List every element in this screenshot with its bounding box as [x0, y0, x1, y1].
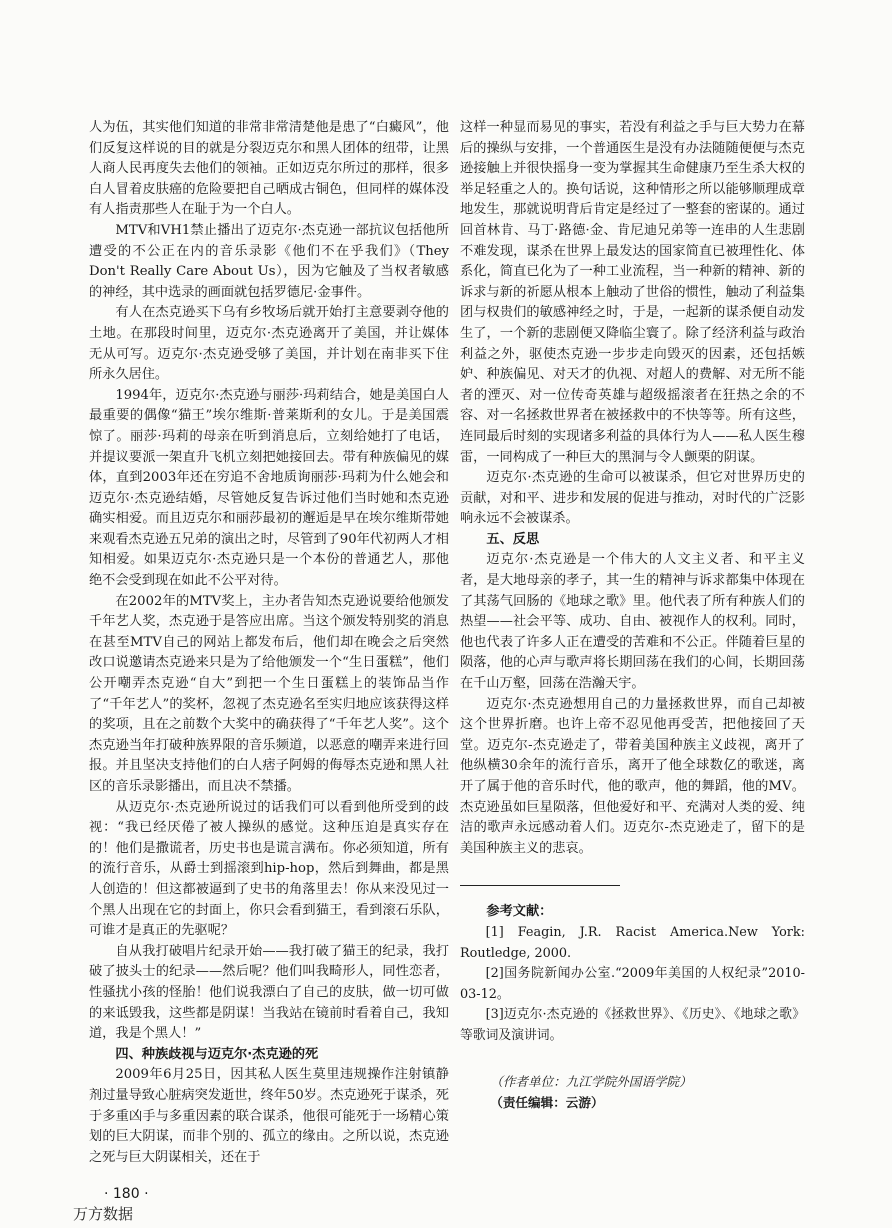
references-title: 参考文献：	[486, 904, 553, 920]
body-paragraph: 人为伍，其实他们知道的非常非常清楚他是患了“白癜风”，他们反复这样说的目的就是分裂迈克尔和黑人团体的纽带，让黑人商人民再度失去他们的领袖。正如迈克尔所过的那样，很多白人冒着皮肤癌的危险要把自己晒成古铜色，但同样的媒体没有人指责那些人在耻于为一个白人。	[89, 120, 449, 218]
body-paragraph: 迈克尔·杰克逊想用自己的力量拯救世界，而自己却被这个世界折磨。也许上帝不忍见他再受苦，把他接回了天堂。迈克尔-杰克逊走了，带着美国种族主义歧视，离开了他纵横30余年的流行音乐，离开了他全球数亿的歌迷，离开了属于他的音乐时代，他的歌声，他的舞蹈，他的MV。杰克逊虽如巨星陨落，但他爱好和平、充满对人类的爱、纯洁的歌声永远感动着人们。迈克尔-杰克逊走了，留下的是美国种族主义的悲哀。	[460, 696, 805, 856]
body-paragraph: 2009年6月25日，因其私人医生莫里违规操作注射镇静剂过量导致心脏病突发逝世，终年50岁。杰克逊死于谋杀，死于多重凶手与多重因素的联合谋杀，他很可能死于一场精心策划的巨大阴谋，而非个别的、孤立的缘由。之所以说，杰克逊之死与巨大阴谋相关，还在于	[89, 1067, 449, 1165]
references-divider	[460, 885, 620, 886]
reference-item: [2]国务院新闻办公室.“2009年美国的人权纪录”2010-03-12。	[460, 966, 805, 1002]
responsible-editor: （责任编辑：云游）	[490, 1094, 604, 1110]
body-paragraph: 从迈克尔·杰克逊所说过的话我们可以看到他所受到的歧视：“我已经厌倦了被人操纵的感觉。这种压迫是真实存在的！他们是撒谎者，历史书也是谎言满布。你必须知道，所有的流行音乐，从爵士到摇滚到hip-hop，然后到舞曲，都是黑人创造的！但这都被逼到了史书的角落里去！你从来没见过一个黑人出现在它的封面上，你只会看到猫王，看到滚石乐队，可谁才是真正的先驱呢？	[89, 799, 449, 939]
section-heading-4: 四、种族歧视与迈克尔·杰克逊的死	[115, 1046, 319, 1062]
body-paragraph: 在2002年的MTV奖上，主办者告知杰克逊说要给他颁发千年艺人奖，杰克逊于是答应出席。当这个颁发特别奖的消息在甚至MTV自己的网站上都发布后，他们却在晚会之后突然改口说邀请杰克逊来只是为了给他颁发一个“生日蛋糕”，他们公开嘲弄杰克逊“自大”到把一个生日蛋糕上的装饰品当作了“千年艺人”的奖杯，忽视了杰克逊名至实归地应该获得这样的奖项，且在之前数个大奖中的确获得了“千年艺人奖”。这个杰克逊当年打破种族界限的音乐频道，以恶意的嘲弄来进行回报。并且坚决支持他们的白人痞子阿姆的侮辱杰克逊和黑人社区的音乐录影播出，而且决不禁播。	[89, 593, 449, 794]
body-paragraph: 有人在杰克逊买下乌有乡牧场后就开始打主意要剥夺他的土地。在那段时间里，迈克尔·杰克逊离开了美国，并让媒体无从可写。迈克尔·杰克逊受够了美国，并计划在南非买下住所永久居住。	[89, 305, 449, 383]
references	[460, 902, 805, 1046]
right-column	[460, 118, 805, 1113]
author-unit: （作者单位：九江学院外国语学院）	[490, 1073, 692, 1089]
body-paragraph: MTV和VH1禁止播出了迈克尔·杰克逊一部抗议包括他所遭受的不公正在内的音乐录影《他们不在乎我们》（They Don't Really Care About Us），因为它触及了当权者敏感的神经，其中选录的画面就包括罗德尼·金事件。	[89, 222, 449, 300]
body-paragraph: 自从我打破唱片纪录开始——我打破了猫王的纪录，我打破了披头士的纪录——然后呢？他们叫我畸形人，同性恋者，性骚扰小孩的怪胎！他们说我漂白了自己的皮肤，做一切可做的来诋毁我，这些都是阴谋！当我站在镜前时看着自己，我知道，我是个黑人！”	[89, 943, 449, 1042]
body-paragraph: 迈克尔·杰克逊的生命可以被谋杀，但它对世界历史的贡献，对和平、进步和发展的促进与推动，对时代的广泛影响永远不会被谋杀。	[460, 470, 805, 527]
page-number: · 180 ·	[104, 1186, 149, 1202]
section-heading-5: 五、反思	[486, 531, 540, 547]
reference-item: [1] Feagin, J.R. Racist America.New York: Routledge, 2000.	[460, 924, 805, 961]
reference-item: [3]迈克尔·杰克逊的《拯救世界》、《历史》、《地球之歌》等歌词及演讲词。	[460, 1007, 805, 1043]
watermark: 万方数据	[73, 1205, 134, 1223]
body-paragraph: 1994年，迈克尔·杰克逊与丽莎·玛莉结合，她是美国白人最重要的偶像“猫王”埃尔维斯·普莱斯利的女儿。于是美国震惊了。丽莎·玛莉的母亲在听到消息后，立刻给她打了电话，并提议要派一架直升飞机立刻把她接回去。带有种族偏见的媒体，直到2003年还在穷追不舍地质询丽莎·玛莉为什么她会和迈克尔·杰克逊结婚，尽管她反复告诉过他们当时她和杰克逊确实相爱。而且迈克尔和丽莎最初的邂逅是早在埃尔维斯带她来观看杰克逊五兄弟的演出之时，尽管到了90年代初两人才相知相爱。如果迈克尔·杰克逊只是一个本份的普通艺人，那他绝不会受到现在如此不公平对待。	[89, 387, 449, 589]
body-paragraph: 迈克尔·杰克逊是一个伟大的人文主义者、和平主义者，是大地母亲的孝子，其一生的精神与诉求都集中体现在了其荡气回肠的《地球之歌》里。他代表了所有种族人们的热望——社会平等、成功、自由、被视作人的权利。同时，他也代表了许多人正在遭受的苦难和不公正。伴随着巨星的陨落，他的心声与歌声将长期回荡在我们的心间，长期回荡在千山万壑，回荡在浩瀚天宇。	[460, 552, 805, 692]
body-paragraph: 这样一种显而易见的事实，若没有利益之手与巨大势力在幕后的操纵与安排，一个普通医生是没有办法随随便便与杰克逊接触上并很快摇身一变为掌握其生命健康乃至生杀大权的举足轻重之人的。换句话说，这种情形之所以能够顺理成章地发生，那就说明背后肯定是经过了一整套的密谋的。通过回首林肯、马丁·路德·金、肯尼迪兄弟等一连串的人生悲剧不难发现，谋杀在世界上最发达的国家简直已被理性化、体系化，简直已化为了一种工业流程，当一种新的精神、新的诉求与新的祈愿从根本上触动了世俗的惯性，触动了利益集团与权贵们的敏感神经之时，于是，一起新的谋杀便自动发生了，一个新的悲剧便又降临尘寰了。除了经济利益与政治利益之外，驱使杰克逊一步步走向毁灭的因素，还包括嫉妒、种族偏见、对天才的仇视、对超人的费解、对无所不能者的湮灭、对一位传奇英雄与超级摇滚者在狂热之余的不容、对一名拯救世界者在被拯救中的不快等等。所有这些，连同最后时刻的实现诸多利益的具体行为人——私人医生穆雷，一同构成了一种巨大的黑洞与令人颤栗的阴谋。	[460, 120, 805, 465]
left-column	[89, 118, 449, 1168]
